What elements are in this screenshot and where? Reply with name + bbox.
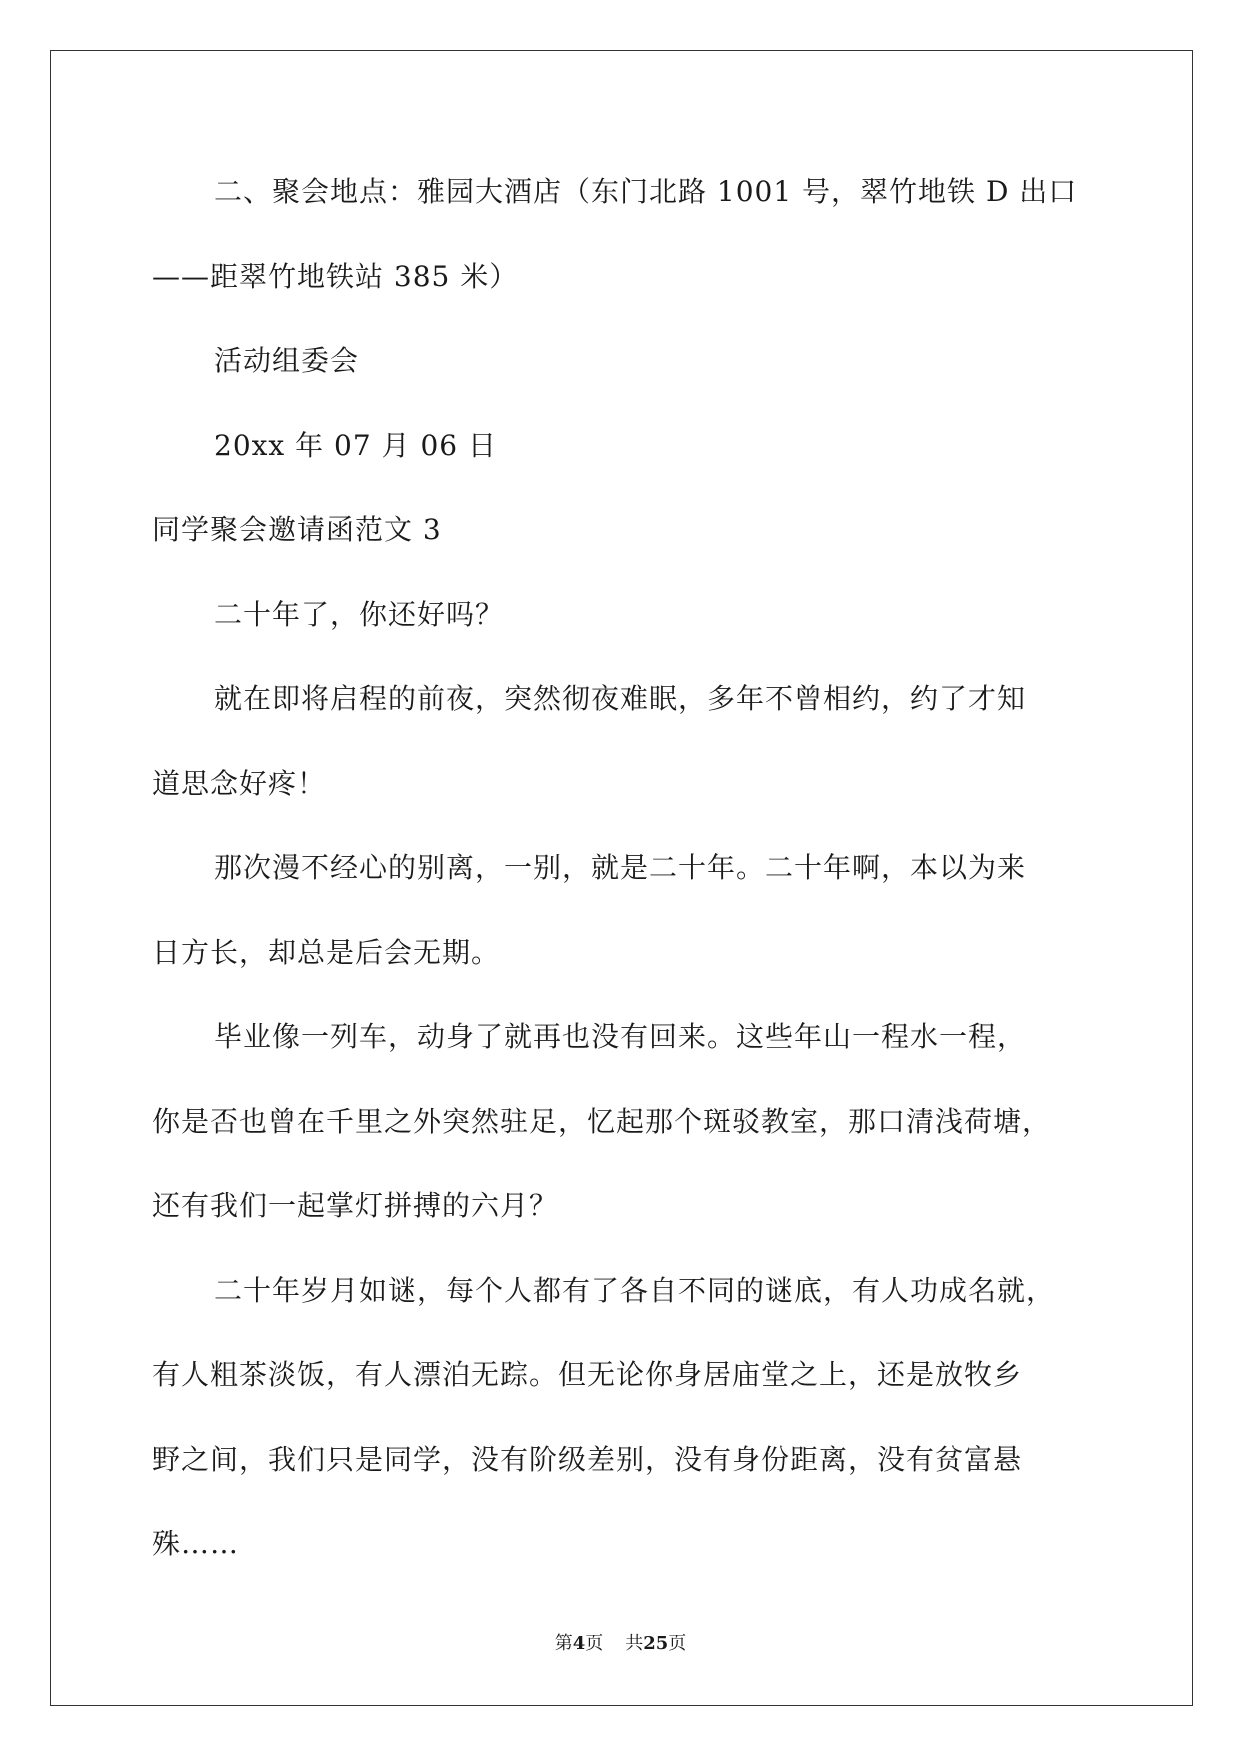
footer-prefix: 第 [554,1633,573,1654]
text-line: 日方长，却总是后会无期。 [152,935,501,969]
text-line: 还有我们一起掌灯拼搏的六月？ [152,1189,559,1222]
footer-total-unit: 页 [668,1633,687,1654]
text-line: 二十年了，你还好吗？ [214,597,505,631]
footer-page-unit: 页 [585,1633,604,1654]
text-line: 有人粗茶淡饭，有人漂泊无踪。但无论你身居庙堂之上，还是放牧乡 [152,1358,1023,1391]
current-page-number: 4 [572,1633,586,1654]
text-line: 你是否也曾在千里之外突然驻足，忆起那个斑驳教室，那口清浅荷塘， [152,1104,1052,1138]
total-page-number: 25 [643,1633,669,1654]
footer-total-prefix: 共 [625,1633,644,1654]
document-body [152,160,1112,1597]
text-line: 野之间，我们只是同学，没有阶级差别，没有身份距离，没有贫富悬 [152,1442,1023,1476]
text-line: 那次漫不经心的别离，一别，就是二十年。二十年啊，本以为来 [214,851,1027,884]
text-line: ——距翠竹地铁站 385 米） [152,259,519,293]
text-line: 道思念好疼！ [152,766,327,800]
text-line: 二十年岁月如谜，每个人都有了各自不同的谜底，有人功成名就， [214,1273,1056,1307]
text-line: 二、聚会地点：雅园大酒店（东门北路 1001 号，翠竹地铁 D 出口 [214,175,1078,208]
text-line: 活动组委会 [214,344,360,377]
text-line: 20xx 年 07 月 06 日 [214,428,497,462]
text-line: 同学聚会邀请函范文 3 [152,513,442,546]
text-line: 毕业像一列车，动身了就再也没有回来。这些年山一程水一程， [214,1020,1027,1053]
text-line: 殊…… [152,1527,240,1560]
page-footer [0,1632,1241,1656]
text-line: 就在即将启程的前夜，突然彻夜难眠，多年不曾相约，约了才知 [214,682,1027,715]
